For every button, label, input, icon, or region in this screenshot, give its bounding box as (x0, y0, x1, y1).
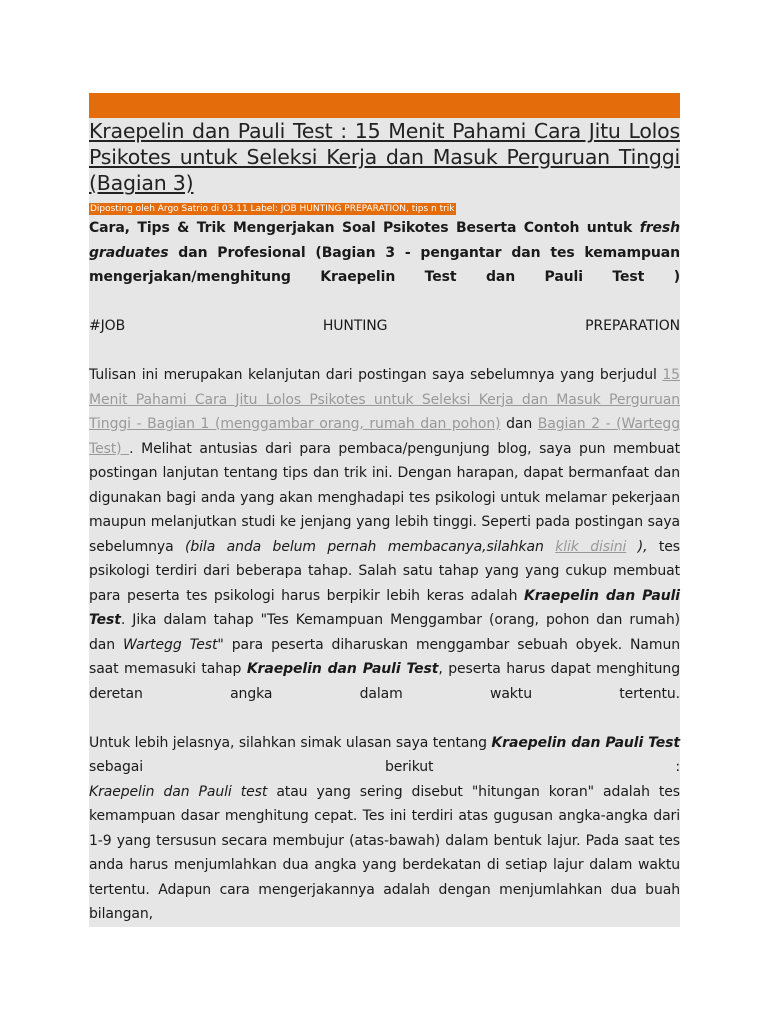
p1-text-1: Tulisan ini merupakan kelanjutan dari postingan saya sebelumnya yang berjudul (89, 367, 663, 383)
paragraph-1 (89, 363, 680, 706)
job-tag-word-3: PREPARATION (585, 318, 680, 334)
job-tag-word-1: #JOB (89, 318, 126, 334)
p1-text-7: , peserta harus dapat menghitung deretan angka dalam waktu tertentu. (89, 661, 680, 702)
p2-text-1: Untuk lebih jelasnya, silahkan simak ulasan saya tentang (89, 734, 492, 751)
job-tag-line (89, 314, 680, 339)
link-bagian-2[interactable]: Bagian 2 - (Wartegg Test) (89, 416, 680, 457)
p1-text-4: tes psikologi terdiri dari beberapa tahap. Salah satu tahap yang yang cukup membuat para peserta tes psikologi harus berpikir lebih keras adalah (89, 538, 680, 604)
p1-bold-2: Kraepelin dan Pauli Test (246, 661, 439, 677)
p2-bold-1: Kraepelin dan Pauli Test (491, 734, 681, 751)
link-bagian-1[interactable]: 15 Menit Pahami Cara Jitu Lolos Psikotes untuk Seleksi Kerja dan Masuk Perguruan Tinggi - Bagian 1 (menggambar orang, rumah dan pohon) (89, 367, 680, 432)
subtitle-text-2: dan Profesional (Bagian 3 - pengantar dan tes kemampuan mengerjakan/menghitung Kraepelin Test dan Pauli Test ) (89, 244, 680, 285)
p1-italic-3: Wartegg Test (123, 636, 218, 653)
p2-text-2: sebagai berikut : (89, 759, 680, 775)
post-content (89, 118, 680, 927)
post-body (89, 215, 680, 927)
p1-italic-1: (bila anda belum pernah membacanya,silahkan (184, 538, 556, 555)
p3-italic-1: Kraepelin dan Pauli test (89, 783, 268, 800)
p1-text-6: " para peserta diharuskan menggambar sebuah obyek. Namun saat memasuki tahap (89, 636, 680, 677)
paragraph-2 (89, 731, 680, 780)
p1-italic-2: ), (626, 538, 648, 555)
paragraph-3 (89, 780, 680, 927)
subtitle-fresh: fresh graduates (89, 220, 680, 261)
post-title[interactable]: Kraepelin dan Pauli Test : 15 Menit Pahami Cara Jitu Lolos Psikotes untuk Seleksi Kerja dan Masuk Perguruan Tinggi (Bagian 3) (89, 119, 680, 195)
p1-text-3: . Melihat antusias dari para pembaca/pengunjung blog, saya pun membuat postingan lanjutan tentang tips dan trik ini. Dengan harapan, dapat bermanfaat dan digunakan bagi anda yang akan menghadapi tes psikologi untuk melamar pekerjaan maupun melanjutkan studi ke jenjang yang lebih tinggi. Seperti pada postingan saya sebelumnya (89, 440, 680, 555)
p1-text-5: . Jika dalam tahap "Tes Kemampuan Menggambar (orang, pohon dan rumah) dan (89, 612, 680, 653)
p3-text-1: atau yang sering disebut "hitungan koran" adalah tes kemampuan dasar menghitung cepat. Tes ini terdiri atas gugusan angka-angka dari 1-9 yang tersusun secara membujur (atas-bawah) dalam bentuk lajur. Pada saat tes anda harus menjumlahkan dua angka yang berdekatan di setiap lajur dalam waktu tertentu. Adapun cara mengerjakannya adalah dengan menjumlahkan dua buah bilangan, (89, 783, 680, 922)
link-klik-disini[interactable]: klik disini (555, 538, 627, 555)
header-bar (89, 93, 680, 118)
p1-bold-1: Kraepelin dan Pauli Test (89, 587, 680, 628)
p1-text-2: dan (500, 416, 538, 432)
post-subtitle (89, 216, 680, 290)
post-meta: Diposting oleh Argo Satrio di 03.11 Label: JOB HUNTING PREPARATION, tips n trik (90, 204, 455, 214)
job-tag-word-2: HUNTING (322, 318, 388, 334)
subtitle-text-1: Cara, Tips & Trik Mengerjakan Soal Psikotes Beserta Contoh untuk (89, 220, 640, 236)
